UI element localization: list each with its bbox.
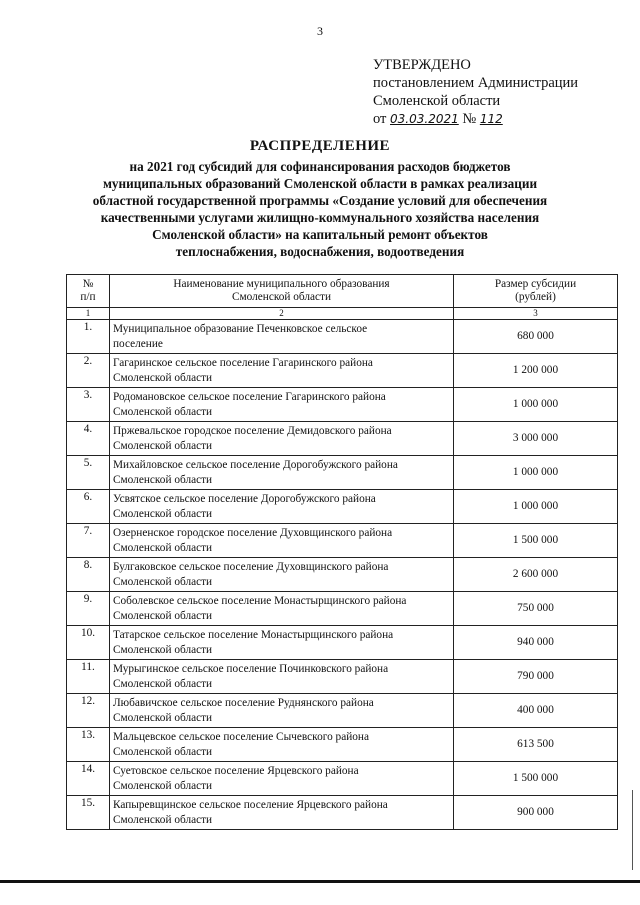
approval-block — [373, 56, 578, 128]
subsidy-table — [66, 274, 618, 830]
municipality-name — [110, 762, 454, 796]
row-number: 7. — [67, 524, 110, 558]
municipality-name-line1: Соболевское сельское поселение Монастырщинского района — [113, 594, 407, 607]
header-number — [67, 275, 110, 308]
subsidy-amount: 613 500 — [454, 728, 618, 762]
number-prefix: № — [462, 111, 477, 127]
table-row — [67, 388, 618, 422]
subtitle-line: муниципальных образований Смоленской области в рамках реализации — [102, 176, 538, 191]
table-row — [67, 558, 618, 592]
subtitle-line: Смоленской области» на капитальный ремонт объектов — [152, 227, 488, 242]
row-number: 15. — [67, 796, 110, 830]
table-row — [67, 456, 618, 490]
table-row — [67, 354, 618, 388]
bottom-rule — [0, 880, 640, 883]
subsidy-amount: 1 500 000 — [454, 762, 618, 796]
subtitle-line: теплоснабжения, водоснабжения, водоотведения — [175, 244, 465, 259]
municipality-name-line1: Родомановское сельское поселение Гагаринского района — [113, 390, 386, 403]
municipality-name-line2: Смоленской области — [113, 439, 213, 452]
handwritten-date: 03.03.2021 — [390, 112, 459, 126]
municipality-name-line1: Озерненское городское поселение Духовщинского района — [113, 526, 393, 539]
municipality-name — [110, 796, 454, 830]
approval-line-resolution: постановлением Администрации — [373, 75, 579, 91]
document-subtitle — [0, 158, 640, 260]
row-number: 14. — [67, 762, 110, 796]
municipality-name-line2: Смоленской области — [113, 541, 213, 554]
municipality-name-line1: Любавичское сельское поселение Руднянского района — [113, 696, 374, 709]
column-number: 3 — [454, 308, 618, 320]
approval-heading: УТВЕРЖДЕНО — [373, 57, 471, 73]
municipality-name — [110, 592, 454, 626]
municipality-name — [110, 388, 454, 422]
municipality-name — [110, 626, 454, 660]
row-number: 4. — [67, 422, 110, 456]
municipality-name-line2: Смоленской области — [113, 813, 213, 826]
column-number: 1 — [67, 308, 110, 320]
table-row — [67, 320, 618, 354]
date-prefix: от — [373, 111, 387, 127]
row-number: 11. — [67, 660, 110, 694]
table-row — [67, 796, 618, 830]
header-number-line2: п/п — [80, 291, 96, 303]
subsidy-amount: 2 600 000 — [454, 558, 618, 592]
table-row — [67, 728, 618, 762]
municipality-name — [110, 558, 454, 592]
subsidy-amount: 3 000 000 — [454, 422, 618, 456]
municipality-name-line2: Смоленской области — [113, 473, 213, 486]
subsidy-amount: 790 000 — [454, 660, 618, 694]
municipality-name-line2: Смоленской области — [113, 643, 213, 656]
header-amount-line1: Размер субсидии — [494, 278, 577, 290]
municipality-name-line1: Михайловское сельское поселение Дорогобужского района — [113, 458, 398, 471]
row-number: 1. — [67, 320, 110, 354]
row-number: 5. — [67, 456, 110, 490]
municipality-name — [110, 320, 454, 354]
municipality-name-line2: Смоленской области — [113, 609, 213, 622]
column-number-row — [67, 308, 618, 320]
municipality-name — [110, 660, 454, 694]
municipality-name-line1: Татарское сельское поселение Монастырщинского района — [113, 628, 394, 641]
municipality-name — [110, 456, 454, 490]
table-header-row — [67, 275, 618, 308]
municipality-name-line1: Мурыгинское сельское поселение Починковского района — [113, 662, 389, 675]
subsidy-amount: 1 000 000 — [454, 456, 618, 490]
document-title: РАСПРЕДЕЛЕНИЕ — [249, 138, 391, 154]
approval-line-region: Смоленской области — [373, 93, 501, 109]
row-number: 2. — [67, 354, 110, 388]
municipality-name-line1: Усвятское сельское поселение Дорогобужского района — [113, 492, 376, 505]
row-number: 6. — [67, 490, 110, 524]
row-number: 10. — [67, 626, 110, 660]
header-name-line1: Наименование муниципального образования — [173, 278, 390, 290]
municipality-name — [110, 728, 454, 762]
header-amount-line2: (рублей) — [515, 291, 556, 303]
municipality-name-line1: Булгаковское сельское поселение Духовщинского района — [113, 560, 389, 573]
table-row — [67, 592, 618, 626]
table-row — [67, 694, 618, 728]
subsidy-amount: 1 000 000 — [454, 490, 618, 524]
subtitle-line: качественными услугами жилищно-коммунального хозяйства населения — [100, 210, 540, 225]
municipality-name-line2: Смоленской области — [113, 677, 213, 690]
subsidy-amount: 1 200 000 — [454, 354, 618, 388]
subsidy-amount: 940 000 — [454, 626, 618, 660]
row-number: 9. — [67, 592, 110, 626]
subtitle-line: областной государственной программы «Создание условий для обеспечения — [92, 193, 548, 208]
row-number: 8. — [67, 558, 110, 592]
header-name-line2: Смоленской области — [231, 291, 332, 303]
header-name — [110, 275, 454, 308]
column-number: 2 — [110, 308, 454, 320]
municipality-name-line2: Смоленской области — [113, 507, 213, 520]
subsidy-amount: 1 500 000 — [454, 524, 618, 558]
municipality-name-line2: Смоленской области — [113, 371, 213, 384]
table-row — [67, 660, 618, 694]
subsidy-amount: 400 000 — [454, 694, 618, 728]
municipality-name — [110, 422, 454, 456]
municipality-name — [110, 490, 454, 524]
row-number: 12. — [67, 694, 110, 728]
margin-mark — [632, 790, 633, 870]
handwritten-number: 112 — [479, 112, 503, 126]
municipality-name — [110, 524, 454, 558]
municipality-name-line2: Смоленской области — [113, 405, 213, 418]
municipality-name-line2: Смоленской области — [113, 575, 213, 588]
municipality-name — [110, 354, 454, 388]
subsidy-amount: 750 000 — [454, 592, 618, 626]
municipality-name-line1: Муниципальное образование Печенковское сельское — [113, 322, 368, 335]
header-amount — [454, 275, 618, 308]
municipality-name-line1: Суетовское сельское поселение Ярцевского района — [113, 764, 359, 777]
table-row — [67, 422, 618, 456]
municipality-name-line1: Капыревщинское сельское поселение Ярцевского района — [113, 798, 388, 811]
header-number-line1: № — [82, 278, 94, 290]
municipality-name-line2: Смоленской области — [113, 745, 213, 758]
table-row — [67, 490, 618, 524]
municipality-name-line1: Мальцевское сельское поселение Сычевского района — [113, 730, 369, 743]
subsidy-amount: 680 000 — [454, 320, 618, 354]
municipality-name-line1: Гагаринское сельское поселение Гагаринского района — [113, 356, 373, 369]
page-number: 3 — [317, 24, 323, 38]
subsidy-amount: 1 000 000 — [454, 388, 618, 422]
row-number: 13. — [67, 728, 110, 762]
subsidy-amount: 900 000 — [454, 796, 618, 830]
table-row — [67, 762, 618, 796]
municipality-name — [110, 694, 454, 728]
municipality-name-line1: Пржевальское городское поселение Демидовского района — [113, 424, 392, 437]
subtitle-line: на 2021 год субсидий для софинансирования расходов бюджетов — [129, 159, 511, 174]
table-row — [67, 524, 618, 558]
approval-date-line — [373, 110, 578, 128]
municipality-name-line2: Смоленской области — [113, 711, 213, 724]
municipality-name-line2: Смоленской области — [113, 779, 213, 792]
table-row — [67, 626, 618, 660]
row-number: 3. — [67, 388, 110, 422]
municipality-name-line2: поселение — [113, 337, 163, 350]
